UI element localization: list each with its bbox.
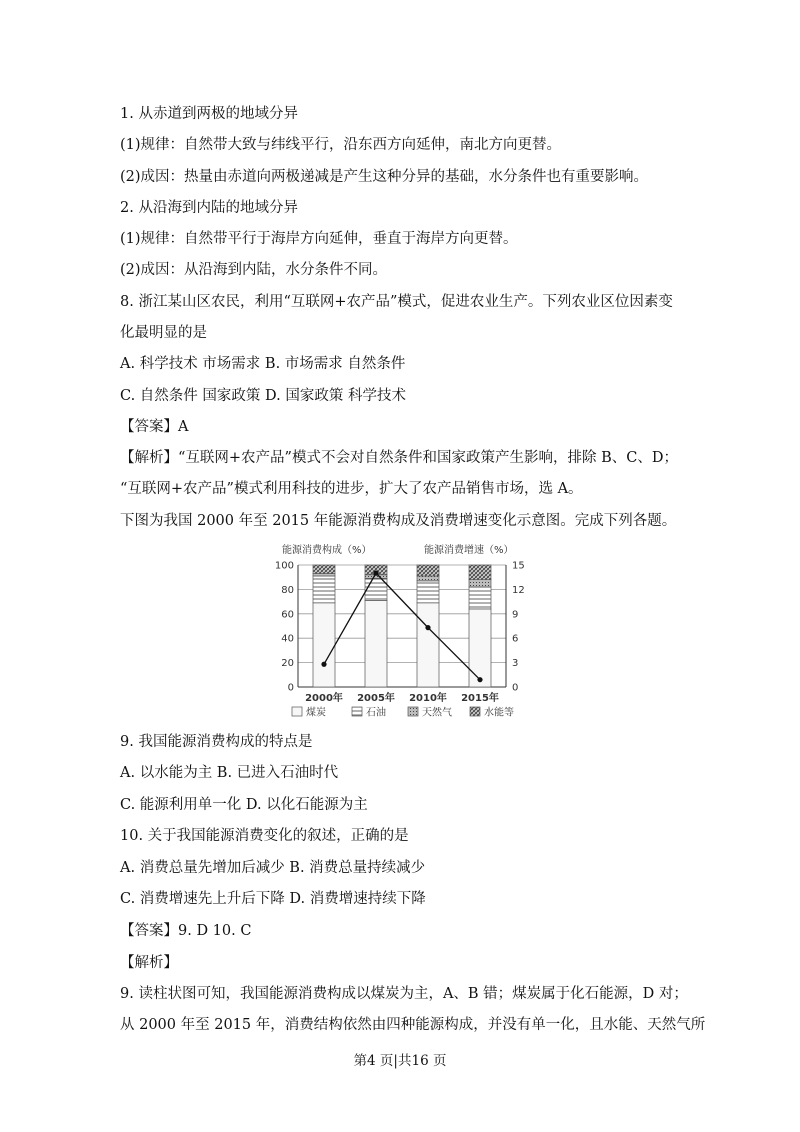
- x-tick-label: 2010年: [409, 693, 447, 704]
- page-footer: 第4 页|共16 页: [353, 1053, 447, 1069]
- x-tick-label: 2015年: [461, 693, 499, 704]
- right-tick-label: 12: [512, 584, 525, 596]
- left-tick-label: 60: [281, 609, 294, 621]
- left-tick-label: 20: [281, 658, 294, 670]
- question-9: 9. 我国能源消费构成的特点是: [120, 734, 313, 750]
- question-10: 10. 关于我国能源消费变化的叙述，正确的是: [120, 828, 409, 844]
- bar-segment-4: [417, 565, 439, 576]
- legend-swatch: [292, 707, 302, 716]
- text-line: 1. 从赤道到两极的地域分异: [120, 106, 298, 122]
- growth-point: [373, 571, 378, 576]
- legend-swatch: [352, 707, 362, 716]
- bar-segment-4: [313, 565, 335, 574]
- legend-label: 石油: [366, 707, 386, 719]
- question-8-cont: 化最明显的是: [120, 325, 207, 341]
- bar-segment-2: [313, 576, 335, 603]
- answer-9-10: 【答案】9. D 10. C: [120, 923, 252, 939]
- left-axis-title: 能源消费构成（%）: [282, 545, 372, 556]
- text-line: (2)成因：从沿海到内陆，水分条件不同。: [120, 262, 388, 278]
- bar-segment-1: [417, 603, 439, 687]
- option-line: A. 科学技术 市场需求 B. 市场需求 自然条件: [120, 356, 406, 372]
- analysis-8: 【解析】“互联网+农产品”模式不会对自然条件和国家政策产生影响，排除 B、C、D；: [120, 450, 678, 466]
- text-line: (2)成因：热量由赤道向两极递减是产生这种分异的基础，水分条件也有重要影响。: [120, 169, 649, 185]
- option-line: C. 能源利用单一化 D. 以化石能源为主: [120, 797, 368, 813]
- growth-point: [321, 662, 326, 667]
- left-tick-label: 40: [281, 633, 294, 645]
- energy-chart: [260, 537, 540, 723]
- legend-swatch: [408, 707, 418, 716]
- question-8: 8. 浙江某山区农民，利用“互联网+农产品”模式，促进农业生产。下列农业区位因素变: [120, 294, 673, 310]
- right-tick-label: 0: [512, 682, 519, 694]
- legend-label: 煤炭: [306, 707, 326, 719]
- growth-point: [425, 625, 430, 630]
- growth-point: [477, 677, 482, 682]
- left-tick-label: 0: [287, 682, 294, 694]
- analysis-9-cont: 从 2000 年至 2015 年，消费结构依然由四种能源构成，并没有单一化，且水能、天然气所: [120, 1017, 706, 1033]
- text-line: (1)规律：自然带大致与纬线平行，沿东西方向延伸，南北方向更替。: [120, 137, 562, 153]
- analysis-9: 9. 读柱状图可知，我国能源消费构成以煤炭为主，A、B 错；煤炭属于化石能源，D 对；: [120, 986, 688, 1002]
- bar-segment-3: [313, 574, 335, 576]
- right-axis-title: 能源消费增速（%）: [424, 545, 514, 556]
- right-tick-label: 3: [512, 658, 519, 670]
- option-line: C. 消费增速先上升后下降 D. 消费增速持续下降: [120, 891, 426, 907]
- bar-segment-2: [469, 587, 491, 609]
- x-tick-label: 2000年: [305, 693, 343, 704]
- option-line: C. 自然条件 国家政策 D. 国家政策 科学技术: [120, 388, 406, 404]
- text-line: 2. 从沿海到内陆的地域分异: [120, 200, 298, 216]
- answer-8: 【答案】A: [120, 419, 189, 435]
- text-line: (1)规律：自然带平行于海岸方向延伸，垂直于海岸方向更替。: [120, 231, 518, 247]
- left-tick-label: 80: [281, 584, 294, 596]
- option-line: A. 消费总量先增加后减少 B. 消费总量持续减少: [120, 860, 426, 876]
- bar-segment-3: [469, 580, 491, 587]
- analysis-heading: 【解析】: [120, 955, 178, 971]
- option-line: A. 以水能为主 B. 已进入石油时代: [120, 765, 339, 781]
- right-tick-label: 15: [512, 560, 525, 572]
- legend-label: 天然气: [422, 707, 452, 719]
- bar-segment-4: [469, 565, 491, 580]
- x-tick-label: 2005年: [357, 693, 395, 704]
- bar-segment-1: [469, 609, 491, 687]
- bar-segment-2: [417, 581, 439, 603]
- right-tick-label: 6: [512, 633, 519, 645]
- bar-segment-3: [417, 576, 439, 581]
- chart-intro: 下图为我国 2000 年至 2015 年能源消费构成及消费增速变化示意图。完成下列各题。: [120, 513, 677, 529]
- right-tick-label: 9: [512, 609, 519, 621]
- legend-swatch: [470, 707, 480, 716]
- bar-segment-1: [365, 600, 387, 687]
- bar-segment-1: [313, 603, 335, 687]
- legend-label: 水能等: [484, 707, 514, 719]
- left-tick-label: 100: [274, 560, 294, 572]
- analysis-8-cont: “互联网+农产品”模式利用科技的进步，扩大了农产品销售市场，选 A。: [120, 481, 583, 497]
- chart-svg: [260, 537, 540, 723]
